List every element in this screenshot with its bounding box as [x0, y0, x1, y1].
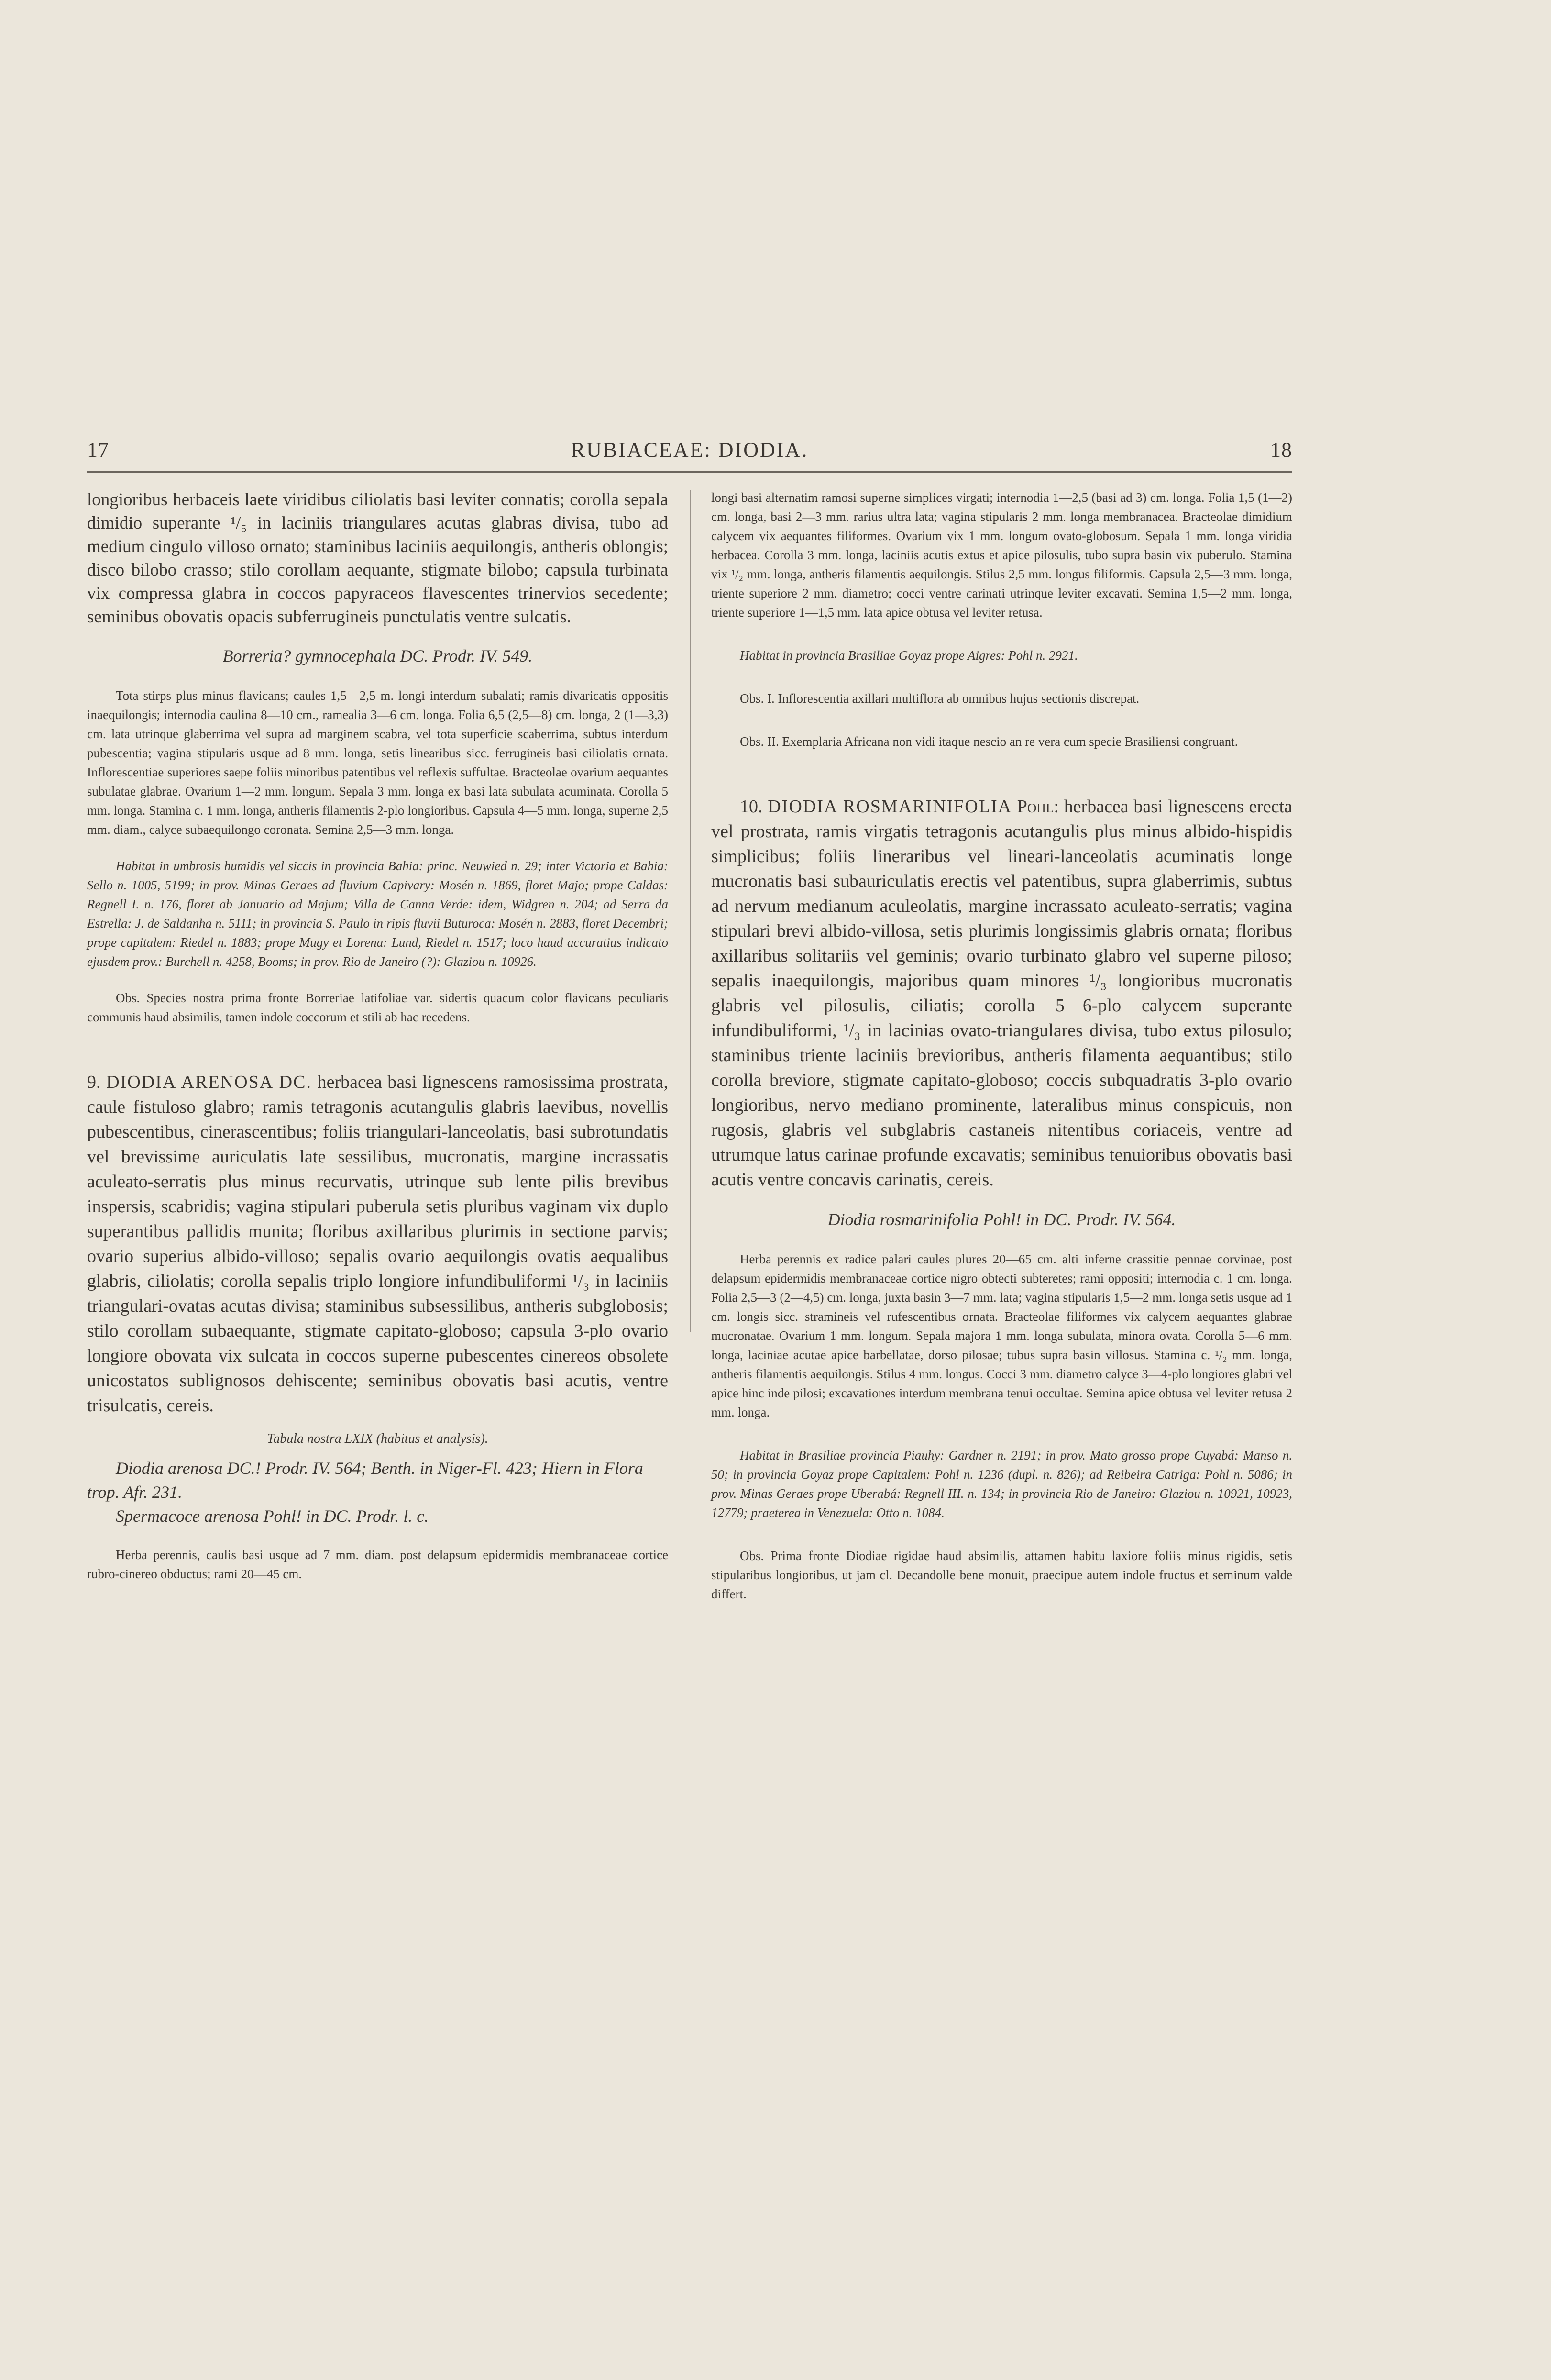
header-rule — [87, 471, 1292, 473]
citation-borreria: Borreria? gymnocephala DC. Prodr. IV. 549. — [222, 646, 533, 665]
species-10-description: Herba perennis ex radice palari caules plures 20—65 cm. alti inferne crassitie pennae corvinae, post delapsum epidermidis membranaceae cortice nigro obtecti subteretes; rami oppositi; internodia c. 1 cm. longa. Folia 2,5—3 (2—4,5) cm. longa, juxta basin 3—7 mm. lata; vagina stipularis 1,5—2 mm. longa setis usque ad 1 cm. longis sicc. stramineis vel rufescentibus ornata. Bracteolae filiformes vix calycem aequantes glabrae mucronatae. Ovarium 1 mm. longum. Sepala majora 1 mm. longa subulata, minora ovata. Corolla 5—6 mm. longa, laciniae acutae apice barbellatae, dorso pilosae; tubus supra basin villosus. Stamina c. ¹/₂ mm. longa, antheris filamentis aequilongis. Stilus 4 mm. longus. Cocci 3 mm. diametro calyce 3—4-plo longiores glabri vel apice hinc inde pilosi; excavationes interdum membrana tenui occultae. Semina apice obtusa vel leviter retusa 2 mm. longa. — [711, 1252, 1292, 1419]
observation-2: Obs. II. Exemplaria Africana non vidi itaque nescio an re vera cum specie Brasiliensi congruant. — [740, 734, 1238, 749]
observation-1: Obs. I. Inflorescentia axillari multiflora ab omnibus hujus sectionis discrepat. — [740, 691, 1140, 706]
page-header — [87, 438, 1292, 466]
species-9-entry — [87, 1070, 668, 1418]
species-9-number: 9. — [87, 1072, 101, 1092]
species-9-description: Herba perennis, caulis basi usque ad 7 mm. diam. post delapsum epidermidis membranaceae cortice rubro-cinereo obductus; rami 20—45 cm. — [87, 1548, 668, 1581]
page-number-right: 18 — [1270, 438, 1292, 462]
description-paragraph: Tota stirps plus minus flavicans; caules 1,5—2,5 m. longi interdum subalati; ramis divaricatis oppositis inaequilongis; internodia caulina 8—10 cm., ramealia 3—6 cm. longa. Folia 6,5 (2,5—8) cm. longa, 2 (1—3,3) cm. lata utrinque glaberrima vel supra ad marginem scabra, vel tota superficie scaberrima, subtus interdum pubescentia; vagina stipularis usque ad 8 mm. longa, setis linearibus sicc. ferrugineis basi ciliolatis ornata. Inflorescentiae superiores saepe foliis minoribus patentibus vel reflexis suffultae. Bracteolae ovarium aequantes subulatae glabrae. Ovarium 1—2 mm. longum. Sepala 3 mm. longa ex basi lata subulata acuminata. Corolla 5 mm. longa. Stamina c. 1 mm. longa, antheris filamentis 2-plo longioribus. Capsula 4—5 mm. longa, superne 2,5 mm. diam., calyce subaequilongo coronata. Semina 2,5—3 mm. longa. — [87, 688, 668, 837]
species-9-description-continued: longi basi alternatim ramosi superne simplices virgati; internodia 1—2,5 (basi ad 3) cm. longa. Folia 1,5 (1—2) cm. longa, basi 2—3 mm. rarius ultra lata; vagina stipularis 2 mm. longa membranacea. Bracteolae dimidium calycem vix aequantes filiformes. Ovarium vix 1 mm. longum ovato-globosum. Sepala 1 mm. longa viridia herbacea. Corolla 3 mm. longa, laciniis acutis extus et apice pilosulis, tubo supra basin vix puberulo. Stamina vix ¹/₂ mm. longa, antheris filamentis aequilongis. Stilus 2,5 mm. longus filiformis. Capsula 2,5—3 mm. longa, triente superiore 2 mm. diametro; cocci ventre carinati utrinque leviter excavati. Semina 1,5—2 mm. longa, triente superiore 1—1,5 mm. lata apice obtusa vel leviter retusa. — [711, 490, 1292, 620]
species-10-entry: 10. DIODIA ROSMARINIFOLIA Pohl: herbacea basi lignescens erecta vel prostrata, ramis virgatis tetragonis acutangulis plus minus albido-hispidis simplicibus; foliis lineraribus vel lineari-lanceolatis acuminatis longe mucronatis basi subauriculatis erectis vel patentibus, supra glaberrimis, subtus ad nervum medianum aculeolatis, margine incrassato aculeato-serratis; vagina stipulari brevi albido-villosa, setis plurimis longissimis glabris ornata; floribus axillaribus solitariis vel geminis; ovario turbinato glabro vel superne piloso; sepalis inaequilongis, majoribus quam minores ¹/₃ longioribus mucronatis glabris vel pilosulis, ciliatis; corolla 5—6-plo calycem superante infundibuliformi, ¹/₃ in lacinias ovato-triangulares divisa, tubo extus pilosulo; staminibus triente laciniis brevioribus, antheris filamenta aequantibus; stilo corolla breviore, stigmate capitato-globoso; coccis subquadratis 3-plo ovario longioribus, nervo mediano prominente, lateralibus minus conspicuis, non rugosis, glabris vel subglabris castaneis nitentibus coriaceis, ventre ad utrumque latus carinae profunde excavatis; seminibus tenuioribus obovatis basi acutis ventre concavis carinatis, cereis. — [711, 797, 1293, 1190]
species-9-name: DIODIA ARENOSA DC. — [106, 1072, 312, 1092]
habitat-species-10: Habitat in Brasiliae provincia Piauhy: Gardner n. 2191; in prov. Mato grosso prope Cuyabá: Manso n. 50; in provincia Goyaz prope Capitalem: Pohl n. 1236 (dupl. n. 826); ad Reibeira Catriga: Pohl n. 5086; in prov. Minas Geraes prope Uberabá: Regnell III. n. 134; in provincia Rio de Janeiro: Glaziou n. 10921, 10923, 12779; praeterea in Venezuela: Otto n. 1084. — [711, 1448, 1292, 1520]
species-9-diagnosis: herbacea basi lignescens ramosissima prostrata, caule fistuloso glabro; ramis tetragonis acutangulis glabris laevibus, novellis pubescentibus, cinerascentibus; foliis triangulari-lanceolatis, basi subrotundatis vel brevissime auriculatis late sessilibus, mucronatis, margine incrassatis aculeato-serratis plus minus recurvatis, utrinque sub lente pilis brevibus inspersis, scabridis; vagina stipulari puberula setis pluribus vaginam vix duplo superantibus pallidis munita; floribus axillaribus plurimis in sectione parvis; ovario superius albido-villoso; sepalis ovario aequilongis ovatis aequalibus glabris, ciliolatis; corolla sepalis triplo longiore infundibuliformi ¹/₃ in laciniis triangulari-ovatas acutas divisa; staminibus subsessilibus, antheris subglobosis; stilo corollam subaequante, stigmate capitato-globoso; capsula 3-plo ovario longiore obovata vix sulcata in coccos superne pubescentes cinereos obsolete unicostatos sublignosos dehiscente; seminibus obovatis basi acutis, ventre trisulcatis, cereis. — [87, 1072, 669, 1416]
running-title: RUBIACEAE: DIODIA. — [571, 438, 809, 462]
left-column — [87, 488, 668, 1583]
observation-3: Obs. Prima fronte Diodiae rigidae haud absimilis, attamen habitu laxiore foliis minus rigidis, setis stipularibus longioribus, ut jam cl. Decandolle bene monuit, praecipue autem indole fructus et seminum valde differt. — [711, 1549, 1292, 1601]
column-divider — [690, 490, 691, 1332]
citation-rosmarinifolia: Diodia rosmarinifolia Pohl! in DC. Prodr. IV. 564. — [827, 1210, 1176, 1229]
habitat-paragraph: Habitat in umbrosis humidis vel siccis in provincia Bahia: princ. Neuwied n. 29; inter Victoria et Bahia: Sello n. 1005, 5199; in prov. Minas Geraes ad fluvium Capivary: Mosén n. 1869, floret Majo; prope Caldas: Regnell I. n. 176, floret ab Januario ad Majum; Villa de Canna Verde: idem, Widgren n. 204; ad Serra da Estrella: J. de Saldanha n. 5111; in provincia S. Paulo in ripis fluvii Buturoca: Mosén n. 2883, floret Decembri; prope capitalem: Riedel n. 1883; prope Mugy et Lorena: Lund, Riedel n. 1517; loco haud accuratius indicato ejusdem prov.: Burchell n. 4258, Booms; in prov. Rio de Janeiro (?): Glaziou n. 10926. — [87, 859, 668, 969]
plate-reference: Tabula nostra LXIX (habitus et analysis). — [267, 1431, 488, 1446]
observation-paragraph: Obs. Species nostra prima fronte Borreriae latifoliae var. sidertis quacum color flavicans peculiaris communis haud absimilis, tamen indole coccorum et stili ab hac recedens. — [87, 991, 668, 1024]
habitat-species-9: Habitat in provincia Brasiliae Goyaz prope Aigres: Pohl n. 2921. — [740, 648, 1078, 663]
species-10-diagnosis: herbacea basi lignescens erecta vel prostrata, ramis virgatis tetragonis acutangulis plus minus albido-hispidis simplicibus; foliis lineraribus vel lineari-lanceolatis acuminatis longe mucronatis basi subauriculatis erectis vel patentibus, supra glaberrimis, subtus ad nervum medianum aculeolatis, margine incrassato aculeato-serratis; vagina stipulari brevi albido-villosa, setis plurimis longissimis glabris ornata; floribus axillaribus solitariis vel geminis; ovario turbinato glabro vel superne piloso; sepalis inaequilongis, majoribus quam minores ¹/₃ longioribus mucronatis glabris vel pilosulis, ciliatis; corolla 5—6-plo calycem superante infundibuliformi, ¹/₃ in lacinias ovato-triangulares divisa, tubo extus pilosulo; staminibus triente laciniis brevioribus, antheris filamenta aequantibus; stilo corolla breviore, stigmate capitato-globoso; coccis subquadratis 3-plo ovario longioribus, nervo mediano prominente, lateralibus minus conspicuis, non rugosis, glabris vel subglabris castaneis nitentibus coriaceis, ventre ad utrumque latus carinae profunde excavatis; seminibus tenuioribus obovatis basi acutis ventre concavis carinatis, cereis. — [711, 797, 1293, 1190]
synonym-spermacoce: Spermacoce arenosa Pohl! in DC. Prodr. l. c. — [116, 1506, 429, 1526]
species-10-name: DIODIA ROSMARINIFOLIA — [768, 797, 1012, 817]
synonym-diodia-arenosa: Diodia arenosa DC.! Prodr. IV. 564; Benth. in Niger-Fl. 423; Hiern in Flora trop. Afr. 231. — [87, 1459, 643, 1502]
species-10-number: 10. — [740, 797, 763, 817]
right-column — [711, 488, 1292, 1604]
species-10-author: Pohl — [1017, 797, 1054, 817]
diagnosis-continued: longioribus herbaceis laete viridibus ciliolatis basi leviter connatis; corolla sepala dimidio superante ¹/₅ in laciniis triangulares acutas glabras divisa, tubo ad medium cingulo villoso ornato; staminibus laciniis aequilongis, antheris oblongis; disco bilobo crasso; stilo corollam aequante, stigmate bilobo; capsula turbinata vix compressa glabra in coccos papyraceos flavescentes trinervios secedente; seminibus obovatis opacis subferrugineis punctulatis ventre sulcatis. — [87, 490, 668, 627]
page-number-left: 17 — [87, 438, 109, 462]
